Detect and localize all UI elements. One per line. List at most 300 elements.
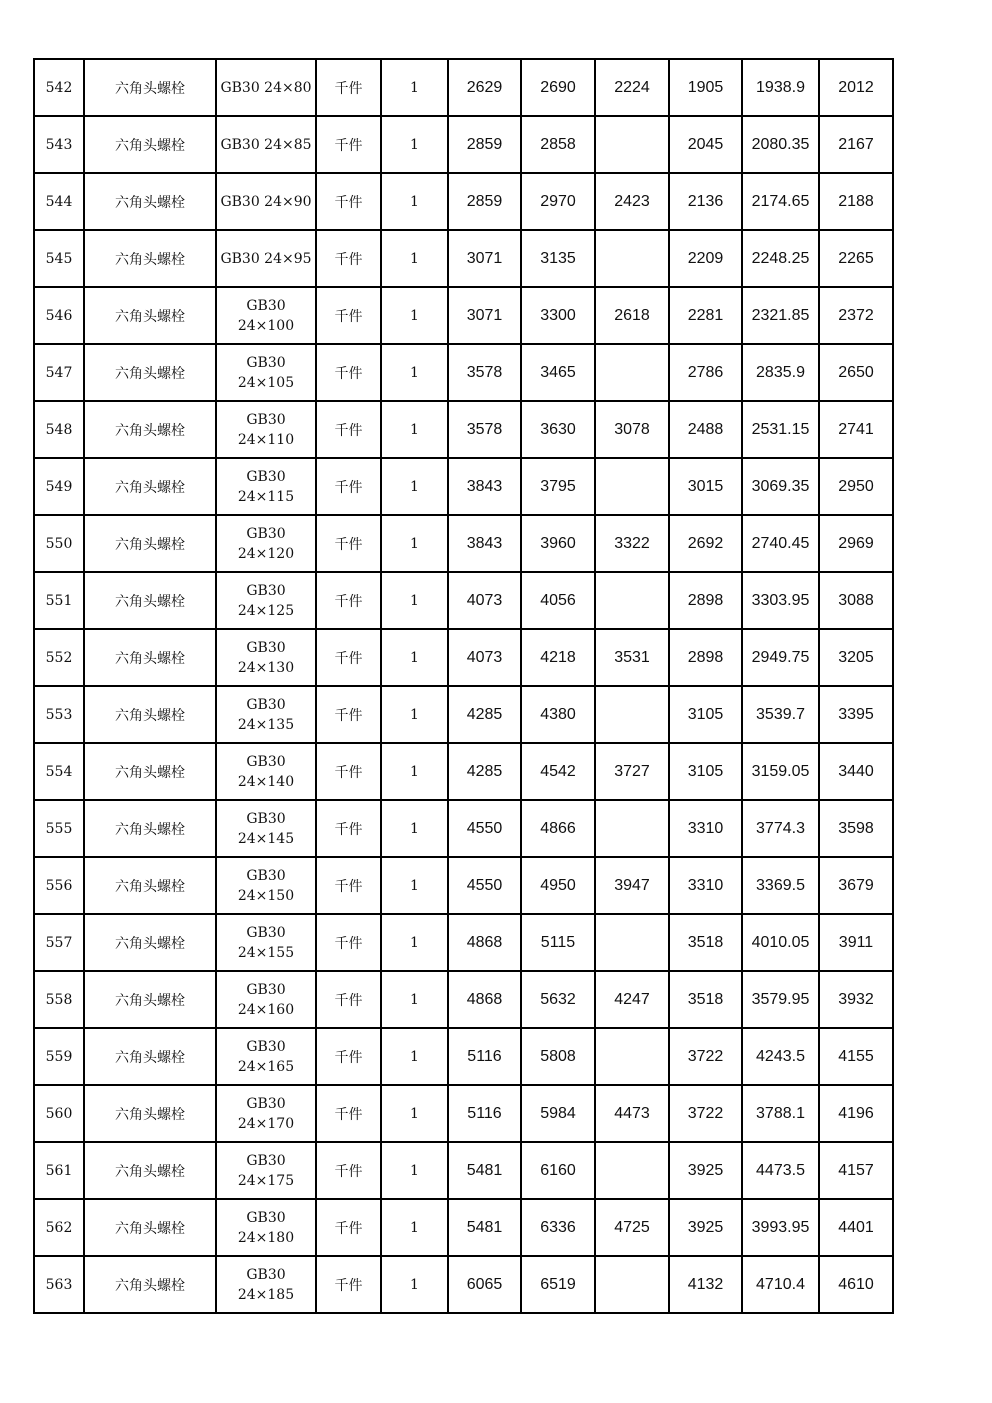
price-col-6-cell: 3598 — [819, 800, 893, 857]
row-number-cell: 543 — [34, 116, 84, 173]
spec-line: 24×180 — [237, 1229, 295, 1246]
price-col-3-cell — [595, 686, 669, 743]
spec-line: GB30 24×95 — [220, 250, 312, 267]
spec-cell — [216, 401, 316, 458]
quantity-cell: 1 — [381, 344, 448, 401]
unit-cell: 千件 — [316, 344, 381, 401]
unit-cell: 千件 — [316, 914, 381, 971]
spec-cell — [216, 515, 316, 572]
table-row — [34, 515, 893, 572]
table-row — [34, 800, 893, 857]
quantity-cell: 1 — [381, 287, 448, 344]
row-number-cell: 551 — [34, 572, 84, 629]
price-col-5-cell: 2835.9 — [742, 344, 819, 401]
item-name-cell: 六角头螺栓 — [84, 914, 216, 971]
unit-cell: 千件 — [316, 1256, 381, 1313]
price-col-4-cell: 2136 — [669, 173, 742, 230]
spec-cell — [216, 116, 316, 173]
spec-line: 24×140 — [237, 773, 295, 790]
table-row — [34, 1085, 893, 1142]
spec-line: GB30 24×90 — [220, 193, 312, 210]
table-row — [34, 1256, 893, 1313]
row-number-cell: 562 — [34, 1199, 84, 1256]
price-col-1-cell: 3578 — [448, 401, 521, 458]
price-col-6-cell: 2969 — [819, 515, 893, 572]
item-name-cell: 六角头螺栓 — [84, 344, 216, 401]
price-col-1-cell: 2859 — [448, 173, 521, 230]
row-number-cell: 553 — [34, 686, 84, 743]
unit-cell: 千件 — [316, 629, 381, 686]
price-col-4-cell: 3518 — [669, 971, 742, 1028]
price-col-5-cell: 4710.4 — [742, 1256, 819, 1313]
spec-line: 24×135 — [237, 716, 295, 733]
quantity-cell: 1 — [381, 458, 448, 515]
price-col-4-cell: 2692 — [669, 515, 742, 572]
row-number-cell: 548 — [34, 401, 84, 458]
unit-cell: 千件 — [316, 857, 381, 914]
table-row — [34, 116, 893, 173]
spec-cell — [216, 1142, 316, 1199]
spec-line: GB30 — [246, 1038, 286, 1055]
price-col-1-cell: 4868 — [448, 971, 521, 1028]
price-col-3-cell — [595, 116, 669, 173]
row-number-cell: 561 — [34, 1142, 84, 1199]
row-number-cell: 542 — [34, 59, 84, 116]
item-name-cell: 六角头螺栓 — [84, 629, 216, 686]
row-number-cell: 563 — [34, 1256, 84, 1313]
spec-line: GB30 — [246, 1209, 286, 1226]
price-col-2-cell: 3630 — [521, 401, 595, 458]
row-number-cell: 544 — [34, 173, 84, 230]
price-col-3-cell: 2618 — [595, 287, 669, 344]
price-col-1-cell: 6065 — [448, 1256, 521, 1313]
row-number-cell: 554 — [34, 743, 84, 800]
price-col-5-cell: 3159.05 — [742, 743, 819, 800]
quantity-cell: 1 — [381, 572, 448, 629]
spec-cell — [216, 173, 316, 230]
price-col-3-cell — [595, 800, 669, 857]
price-col-1-cell: 5116 — [448, 1028, 521, 1085]
spec-line: 24×160 — [237, 1001, 295, 1018]
price-col-2-cell: 4866 — [521, 800, 595, 857]
item-name-cell: 六角头螺栓 — [84, 1142, 216, 1199]
spec-cell — [216, 743, 316, 800]
row-number-cell: 557 — [34, 914, 84, 971]
price-col-5-cell: 3369.5 — [742, 857, 819, 914]
spec-line: 24×145 — [237, 830, 295, 847]
unit-cell: 千件 — [316, 230, 381, 287]
price-col-6-cell: 4157 — [819, 1142, 893, 1199]
spec-line: GB30 — [246, 297, 286, 314]
row-number-cell: 547 — [34, 344, 84, 401]
price-col-6-cell: 2741 — [819, 401, 893, 458]
price-col-1-cell: 5116 — [448, 1085, 521, 1142]
price-col-3-cell — [595, 344, 669, 401]
quantity-cell: 1 — [381, 401, 448, 458]
quantity-cell: 1 — [381, 515, 448, 572]
quantity-cell: 1 — [381, 629, 448, 686]
price-col-3-cell: 3727 — [595, 743, 669, 800]
spec-line: 24×105 — [237, 374, 295, 391]
price-col-6-cell: 2372 — [819, 287, 893, 344]
price-col-5-cell: 2949.75 — [742, 629, 819, 686]
row-number-cell: 560 — [34, 1085, 84, 1142]
price-col-3-cell: 3947 — [595, 857, 669, 914]
spec-cell — [216, 971, 316, 1028]
table-row — [34, 59, 893, 116]
price-col-2-cell: 4380 — [521, 686, 595, 743]
price-col-3-cell: 3078 — [595, 401, 669, 458]
table-row — [34, 1199, 893, 1256]
price-col-4-cell: 2786 — [669, 344, 742, 401]
price-col-3-cell — [595, 1028, 669, 1085]
spec-line: GB30 — [246, 981, 286, 998]
table-row — [34, 686, 893, 743]
price-col-4-cell: 3105 — [669, 686, 742, 743]
spec-line: GB30 — [246, 525, 286, 542]
price-col-3-cell: 3322 — [595, 515, 669, 572]
item-name-cell: 六角头螺栓 — [84, 515, 216, 572]
price-col-3-cell: 4247 — [595, 971, 669, 1028]
spec-line: GB30 — [246, 582, 286, 599]
price-col-4-cell: 3722 — [669, 1085, 742, 1142]
price-col-2-cell: 4950 — [521, 857, 595, 914]
item-name-cell: 六角头螺栓 — [84, 59, 216, 116]
item-name-cell: 六角头螺栓 — [84, 1256, 216, 1313]
price-col-4-cell: 2209 — [669, 230, 742, 287]
price-col-6-cell: 2012 — [819, 59, 893, 116]
spec-line: 24×155 — [237, 944, 295, 961]
price-col-2-cell: 6336 — [521, 1199, 595, 1256]
price-col-4-cell: 3925 — [669, 1199, 742, 1256]
price-col-4-cell: 3925 — [669, 1142, 742, 1199]
item-name-cell: 六角头螺栓 — [84, 686, 216, 743]
spec-line: GB30 — [246, 411, 286, 428]
table-row — [34, 572, 893, 629]
price-col-1-cell: 4285 — [448, 686, 521, 743]
price-col-1-cell: 5481 — [448, 1142, 521, 1199]
quantity-cell: 1 — [381, 59, 448, 116]
spec-line: GB30 — [246, 639, 286, 656]
price-col-2-cell: 4056 — [521, 572, 595, 629]
price-col-2-cell: 5808 — [521, 1028, 595, 1085]
price-col-4-cell: 2488 — [669, 401, 742, 458]
price-col-2-cell: 2858 — [521, 116, 595, 173]
unit-cell: 千件 — [316, 1085, 381, 1142]
price-col-4-cell: 3518 — [669, 914, 742, 971]
price-col-5-cell: 3539.7 — [742, 686, 819, 743]
table-row — [34, 629, 893, 686]
item-name-cell: 六角头螺栓 — [84, 230, 216, 287]
quantity-cell: 1 — [381, 173, 448, 230]
unit-cell: 千件 — [316, 515, 381, 572]
price-col-3-cell: 4725 — [595, 1199, 669, 1256]
price-col-1-cell: 3071 — [448, 287, 521, 344]
price-col-6-cell: 2188 — [819, 173, 893, 230]
item-name-cell: 六角头螺栓 — [84, 116, 216, 173]
price-col-1-cell: 2859 — [448, 116, 521, 173]
row-number-cell: 556 — [34, 857, 84, 914]
spec-line: 24×110 — [237, 431, 295, 448]
row-number-cell: 555 — [34, 800, 84, 857]
table-row — [34, 914, 893, 971]
spec-cell — [216, 1256, 316, 1313]
price-col-3-cell — [595, 1142, 669, 1199]
spec-cell — [216, 1199, 316, 1256]
price-col-1-cell: 3843 — [448, 515, 521, 572]
price-col-5-cell: 3993.95 — [742, 1199, 819, 1256]
spec-cell — [216, 572, 316, 629]
price-col-5-cell: 3303.95 — [742, 572, 819, 629]
unit-cell: 千件 — [316, 971, 381, 1028]
table-row — [34, 287, 893, 344]
price-col-5-cell: 4473.5 — [742, 1142, 819, 1199]
price-col-6-cell: 3395 — [819, 686, 893, 743]
price-col-5-cell: 3788.1 — [742, 1085, 819, 1142]
row-number-cell: 558 — [34, 971, 84, 1028]
price-col-3-cell — [595, 458, 669, 515]
price-col-4-cell: 2281 — [669, 287, 742, 344]
spec-line: 24×115 — [237, 488, 295, 505]
spec-line: GB30 — [246, 810, 286, 827]
price-col-1-cell: 3578 — [448, 344, 521, 401]
unit-cell: 千件 — [316, 401, 381, 458]
price-col-6-cell: 2265 — [819, 230, 893, 287]
spec-line: 24×175 — [237, 1172, 295, 1189]
price-col-1-cell: 4073 — [448, 629, 521, 686]
price-col-2-cell: 3795 — [521, 458, 595, 515]
price-col-2-cell: 2690 — [521, 59, 595, 116]
price-col-6-cell: 4610 — [819, 1256, 893, 1313]
spec-cell — [216, 287, 316, 344]
row-number-cell: 546 — [34, 287, 84, 344]
price-col-2-cell: 3465 — [521, 344, 595, 401]
price-col-4-cell: 2045 — [669, 116, 742, 173]
price-col-4-cell: 2898 — [669, 572, 742, 629]
price-col-2-cell: 3300 — [521, 287, 595, 344]
price-col-6-cell: 2167 — [819, 116, 893, 173]
spec-line: GB30 — [246, 1095, 286, 1112]
price-col-6-cell: 3088 — [819, 572, 893, 629]
spec-line: GB30 — [246, 1266, 286, 1283]
item-name-cell: 六角头螺栓 — [84, 857, 216, 914]
price-col-4-cell: 3310 — [669, 800, 742, 857]
unit-cell: 千件 — [316, 572, 381, 629]
spec-cell — [216, 914, 316, 971]
price-col-5-cell: 2740.45 — [742, 515, 819, 572]
unit-cell: 千件 — [316, 1028, 381, 1085]
spec-cell — [216, 344, 316, 401]
price-col-3-cell — [595, 572, 669, 629]
price-col-1-cell: 4285 — [448, 743, 521, 800]
quantity-cell: 1 — [381, 857, 448, 914]
price-col-2-cell: 3960 — [521, 515, 595, 572]
price-col-4-cell: 3015 — [669, 458, 742, 515]
quantity-cell: 1 — [381, 230, 448, 287]
table-row — [34, 743, 893, 800]
price-col-2-cell: 3135 — [521, 230, 595, 287]
price-col-6-cell: 4155 — [819, 1028, 893, 1085]
table-row — [34, 401, 893, 458]
price-col-2-cell: 4542 — [521, 743, 595, 800]
spec-line: GB30 — [246, 753, 286, 770]
quantity-cell: 1 — [381, 971, 448, 1028]
spec-line: 24×100 — [237, 317, 295, 334]
price-col-5-cell: 2174.65 — [742, 173, 819, 230]
spec-line: 24×185 — [237, 1286, 295, 1303]
item-name-cell: 六角头螺栓 — [84, 1028, 216, 1085]
spec-line: 24×170 — [237, 1115, 295, 1132]
price-col-5-cell: 1938.9 — [742, 59, 819, 116]
price-col-6-cell: 3911 — [819, 914, 893, 971]
price-col-2-cell: 4218 — [521, 629, 595, 686]
price-col-1-cell: 4868 — [448, 914, 521, 971]
price-col-1-cell: 3071 — [448, 230, 521, 287]
price-col-6-cell: 3679 — [819, 857, 893, 914]
price-col-3-cell: 2224 — [595, 59, 669, 116]
price-col-6-cell: 4401 — [819, 1199, 893, 1256]
price-col-3-cell — [595, 1256, 669, 1313]
price-col-2-cell: 6519 — [521, 1256, 595, 1313]
unit-cell: 千件 — [316, 59, 381, 116]
price-col-5-cell: 4243.5 — [742, 1028, 819, 1085]
item-name-cell: 六角头螺栓 — [84, 287, 216, 344]
price-col-4-cell: 1905 — [669, 59, 742, 116]
price-col-3-cell: 3531 — [595, 629, 669, 686]
quantity-cell: 1 — [381, 1085, 448, 1142]
spec-line: GB30 — [246, 468, 286, 485]
spec-line: 24×120 — [237, 545, 295, 562]
spec-line: GB30 24×85 — [220, 136, 312, 153]
price-col-1-cell: 4550 — [448, 857, 521, 914]
item-name-cell: 六角头螺栓 — [84, 572, 216, 629]
spec-line: GB30 — [246, 924, 286, 941]
spec-cell — [216, 59, 316, 116]
item-name-cell: 六角头螺栓 — [84, 458, 216, 515]
row-number-cell: 545 — [34, 230, 84, 287]
table-row — [34, 173, 893, 230]
table-row — [34, 458, 893, 515]
price-col-4-cell: 3105 — [669, 743, 742, 800]
price-col-6-cell: 2650 — [819, 344, 893, 401]
spec-line: GB30 — [246, 354, 286, 371]
unit-cell: 千件 — [316, 743, 381, 800]
quantity-cell: 1 — [381, 116, 448, 173]
quantity-cell: 1 — [381, 1256, 448, 1313]
table-row — [34, 971, 893, 1028]
quantity-cell: 1 — [381, 914, 448, 971]
price-col-5-cell: 3774.3 — [742, 800, 819, 857]
quantity-cell: 1 — [381, 800, 448, 857]
quantity-cell: 1 — [381, 743, 448, 800]
price-col-2-cell: 5115 — [521, 914, 595, 971]
price-col-1-cell: 4073 — [448, 572, 521, 629]
spec-cell — [216, 1085, 316, 1142]
table-row — [34, 1028, 893, 1085]
item-name-cell: 六角头螺栓 — [84, 800, 216, 857]
price-col-2-cell: 5984 — [521, 1085, 595, 1142]
spec-line: 24×130 — [237, 659, 295, 676]
item-name-cell: 六角头螺栓 — [84, 173, 216, 230]
price-col-5-cell: 2248.25 — [742, 230, 819, 287]
price-col-3-cell: 4473 — [595, 1085, 669, 1142]
price-col-5-cell: 2321.85 — [742, 287, 819, 344]
table-row — [34, 230, 893, 287]
price-col-5-cell: 2080.35 — [742, 116, 819, 173]
price-col-3-cell — [595, 230, 669, 287]
price-col-1-cell: 4550 — [448, 800, 521, 857]
spec-cell — [216, 800, 316, 857]
price-col-6-cell: 3205 — [819, 629, 893, 686]
item-name-cell: 六角头螺栓 — [84, 743, 216, 800]
table-row — [34, 344, 893, 401]
unit-cell: 千件 — [316, 686, 381, 743]
price-col-5-cell: 4010.05 — [742, 914, 819, 971]
quantity-cell: 1 — [381, 686, 448, 743]
item-name-cell: 六角头螺栓 — [84, 401, 216, 458]
price-col-1-cell: 5481 — [448, 1199, 521, 1256]
spec-line: 24×150 — [237, 887, 295, 904]
unit-cell: 千件 — [316, 116, 381, 173]
spec-cell — [216, 857, 316, 914]
item-name-cell: 六角头螺栓 — [84, 1085, 216, 1142]
price-col-2-cell: 6160 — [521, 1142, 595, 1199]
spec-line: GB30 — [246, 1152, 286, 1169]
price-col-6-cell: 3932 — [819, 971, 893, 1028]
row-number-cell: 559 — [34, 1028, 84, 1085]
spec-line: GB30 24×80 — [220, 79, 312, 96]
quantity-cell: 1 — [381, 1142, 448, 1199]
unit-cell: 千件 — [316, 287, 381, 344]
price-col-2-cell: 2970 — [521, 173, 595, 230]
table-row — [34, 1142, 893, 1199]
price-col-3-cell — [595, 914, 669, 971]
spec-cell — [216, 230, 316, 287]
unit-cell: 千件 — [316, 458, 381, 515]
price-col-4-cell: 2898 — [669, 629, 742, 686]
price-col-3-cell: 2423 — [595, 173, 669, 230]
table-row — [34, 857, 893, 914]
price-col-6-cell: 3440 — [819, 743, 893, 800]
spec-cell — [216, 1028, 316, 1085]
spec-cell — [216, 629, 316, 686]
row-number-cell: 550 — [34, 515, 84, 572]
price-col-4-cell: 3722 — [669, 1028, 742, 1085]
price-table — [33, 58, 894, 1314]
price-col-5-cell: 3579.95 — [742, 971, 819, 1028]
spec-line: 24×165 — [237, 1058, 295, 1075]
item-name-cell: 六角头螺栓 — [84, 1199, 216, 1256]
unit-cell: 千件 — [316, 800, 381, 857]
item-name-cell: 六角头螺栓 — [84, 971, 216, 1028]
price-col-6-cell: 4196 — [819, 1085, 893, 1142]
price-col-2-cell: 5632 — [521, 971, 595, 1028]
unit-cell: 千件 — [316, 1199, 381, 1256]
price-col-1-cell: 3843 — [448, 458, 521, 515]
spec-cell — [216, 458, 316, 515]
quantity-cell: 1 — [381, 1199, 448, 1256]
row-number-cell: 552 — [34, 629, 84, 686]
price-col-4-cell: 3310 — [669, 857, 742, 914]
price-col-1-cell: 2629 — [448, 59, 521, 116]
price-col-4-cell: 4132 — [669, 1256, 742, 1313]
spec-line: GB30 — [246, 867, 286, 884]
spec-line: GB30 — [246, 696, 286, 713]
spec-cell — [216, 686, 316, 743]
price-col-6-cell: 2950 — [819, 458, 893, 515]
price-col-5-cell: 3069.35 — [742, 458, 819, 515]
unit-cell: 千件 — [316, 1142, 381, 1199]
